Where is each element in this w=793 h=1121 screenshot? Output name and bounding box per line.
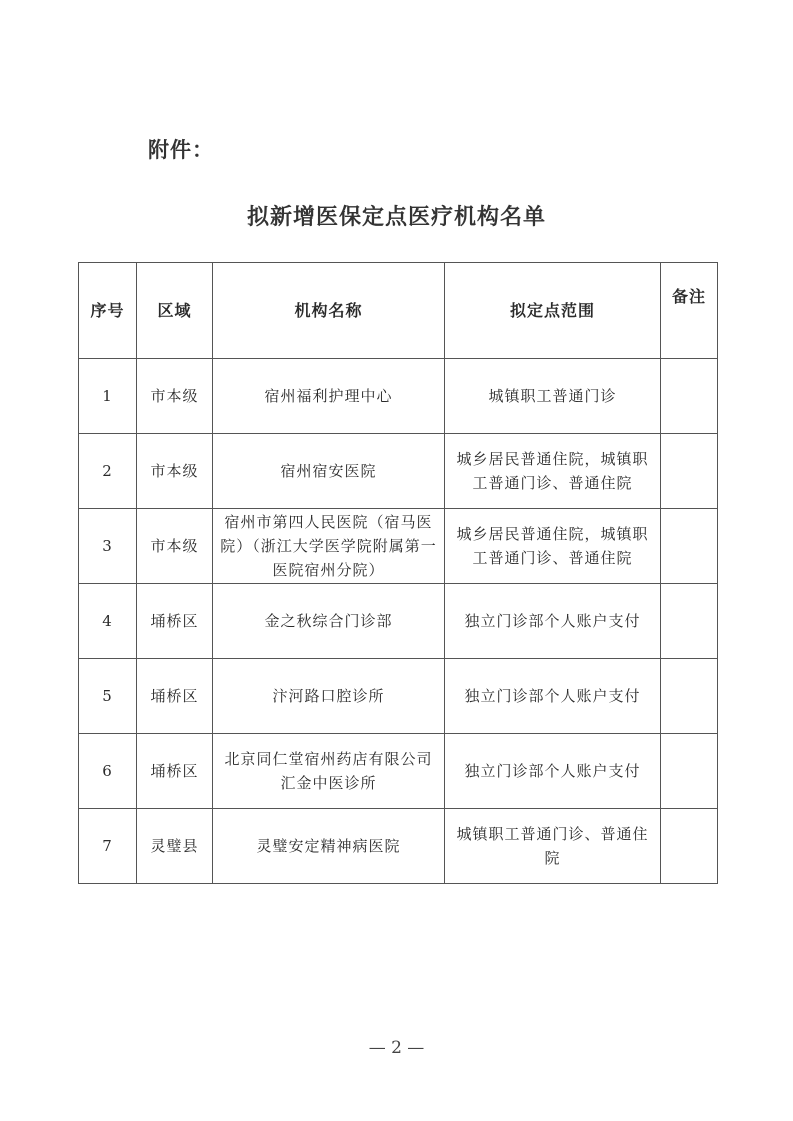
table-row [79,359,718,434]
institution-table [78,262,718,884]
row-scope: 城乡居民普通住院，城镇职工普通门诊、普通住院 [445,509,661,584]
row-note [661,434,718,509]
row-name: 北京同仁堂宿州药店有限公司汇金中医诊所 [213,734,445,809]
row-name: 汴河路口腔诊所 [213,659,445,734]
row-region: 灵璧县 [137,809,213,884]
row-region: 市本级 [137,434,213,509]
table-row [79,584,718,659]
row-note [661,734,718,809]
row-no: 7 [79,809,137,884]
row-note [661,659,718,734]
table-row [79,734,718,809]
row-note [661,809,718,884]
page-number: — 2 — [368,1038,425,1058]
header-name: 机构名称 [213,263,445,359]
row-region: 市本级 [137,359,213,434]
row-no: 1 [79,359,137,434]
table-row [79,809,718,884]
attachment-label: 附件： [148,138,214,162]
row-name: 灵璧安定精神病医院 [213,809,445,884]
table-header-row [79,263,718,359]
row-scope: 城镇职工普通门诊 [445,359,661,434]
row-scope: 独立门诊部个人账户支付 [445,734,661,809]
row-region: 埇桥区 [137,584,213,659]
row-no: 6 [79,734,137,809]
row-no: 2 [79,434,137,509]
row-note [661,584,718,659]
row-name: 金之秋综合门诊部 [213,584,445,659]
row-name: 宿州福利护理中心 [213,359,445,434]
row-no: 3 [79,509,137,584]
row-scope: 城乡居民普通住院，城镇职工普通门诊、普通住院 [445,434,661,509]
table-row [79,434,718,509]
row-scope: 城镇职工普通门诊、普通住院 [445,809,661,884]
row-no: 4 [79,584,137,659]
row-name: 宿州宿安医院 [213,434,445,509]
row-note [661,359,718,434]
row-region: 市本级 [137,509,213,584]
row-scope: 独立门诊部个人账户支付 [445,659,661,734]
table-row [79,659,718,734]
header-note: 备注 [661,263,718,359]
header-no: 序号 [79,263,137,359]
row-name: 宿州市第四人民医院（宿马医院）（浙江大学医学院附属第一医院宿州分院） [213,509,445,584]
row-no: 5 [79,659,137,734]
table-row [79,509,718,584]
header-scope: 拟定点范围 [445,263,661,359]
row-region: 埇桥区 [137,734,213,809]
row-region: 埇桥区 [137,659,213,734]
document-title: 拟新增医保定点医疗机构名单 [246,205,546,230]
header-region: 区域 [137,263,213,359]
row-scope: 独立门诊部个人账户支付 [445,584,661,659]
row-note [661,509,718,584]
